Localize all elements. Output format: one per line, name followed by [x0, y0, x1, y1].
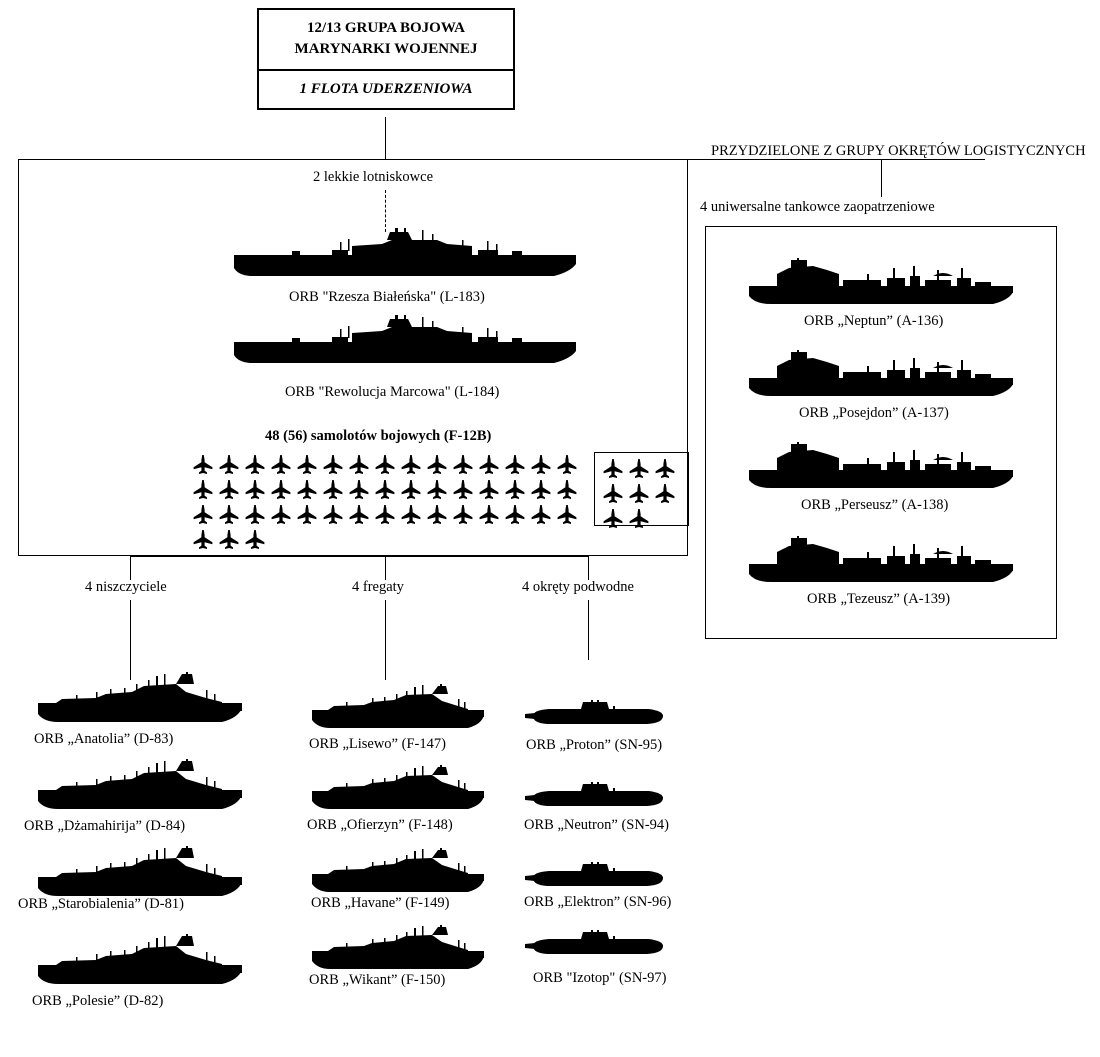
fighter-jet-icon: [600, 506, 626, 531]
fighter-jet-icon: [426, 479, 448, 501]
fighter-jet-icon: [400, 504, 422, 526]
fighter-jet-icon: [346, 477, 372, 502]
fighter-jet-icon: [450, 452, 476, 477]
carrier-caption-1: ORB "Rzesza Białeńska" (L-183): [289, 289, 485, 305]
fighter-jet-icon: [528, 477, 554, 502]
fighter-jet-icon: [270, 479, 292, 501]
fighter-jet-icon: [190, 502, 216, 527]
fighter-jet-icon: [554, 502, 580, 527]
fighter-jet-icon: [478, 504, 500, 526]
fighter-jet-icon: [398, 477, 424, 502]
fighter-jet-icon: [452, 454, 474, 476]
fighter-jet-icon: [628, 483, 650, 505]
destroyer-silhouette-1: [36, 672, 244, 724]
fighter-jet-icon: [216, 477, 242, 502]
fighter-jet-icon: [372, 502, 398, 527]
connector-frigates-top: [385, 556, 386, 580]
fighter-jet-icon: [348, 454, 370, 476]
fighter-jet-icon: [218, 504, 240, 526]
destroyer-silhouette-3: [36, 846, 244, 898]
fighter-jet-icon: [600, 456, 626, 481]
submarines-label: 4 okręty podwodne: [522, 579, 634, 595]
destroyer-caption-2: ORB „Dżamahirija” (D-84): [24, 818, 186, 834]
tankers-label: 4 uniwersalne tankowce zaopatrzeniowe: [700, 199, 935, 215]
fighter-jet-icon: [216, 527, 242, 552]
fighter-jet-icon: [530, 454, 552, 476]
frigate-silhouette-4: [310, 925, 486, 971]
tanker-caption-1: ORB „Neptun” (A-136): [804, 313, 944, 329]
fighter-jet-icon: [424, 477, 450, 502]
fighter-jet-icon: [556, 479, 578, 501]
submarine-silhouette-4: [525, 930, 665, 960]
tanker-silhouette-3: [747, 442, 1015, 490]
fighter-jet-icon: [218, 454, 240, 476]
fighter-jet-icon: [296, 479, 318, 501]
aircraft-grid-main: [190, 452, 580, 552]
destroyers-label: 4 niszczyciele: [85, 579, 167, 595]
fighter-jet-icon: [530, 479, 552, 501]
fighter-jet-icon: [190, 452, 216, 477]
submarine-caption-1: ORB „Proton” (SN-95): [526, 737, 663, 753]
fighter-jet-icon: [554, 477, 580, 502]
destroyer-caption-1: ORB „Anatolia” (D-83): [34, 731, 174, 747]
fighter-jet-icon: [502, 502, 528, 527]
fighter-jet-icon: [476, 502, 502, 527]
fighter-jet-icon: [452, 504, 474, 526]
frigates-label: 4 fregaty: [352, 579, 404, 595]
submarine-caption-4: ORB "Izotop" (SN-97): [533, 970, 667, 986]
fighter-jet-icon: [476, 477, 502, 502]
submarine-silhouette-1: [525, 700, 665, 730]
fighter-jet-icon: [372, 477, 398, 502]
fighter-jet-icon: [242, 527, 268, 552]
fighter-jet-icon: [270, 454, 292, 476]
fighter-jet-icon: [374, 479, 396, 501]
fighter-jet-icon: [654, 483, 676, 505]
fighter-jet-icon: [602, 458, 624, 480]
destroyer-caption-4: ORB „Polesie” (D-82): [32, 993, 164, 1009]
fighter-jet-icon: [398, 452, 424, 477]
fighter-jet-icon: [556, 504, 578, 526]
connector-destroyers-bottom: [130, 600, 131, 680]
connector-header-to-group: [385, 117, 386, 159]
frigate-caption-1: ORB „Lisewo” (F-147): [309, 736, 446, 752]
fleet-subtitle: 1 FLOTA UDERZENIOWA: [299, 81, 473, 97]
fighter-jet-icon: [216, 452, 242, 477]
fighter-jet-icon: [190, 477, 216, 502]
fighter-jet-icon: [218, 479, 240, 501]
fighter-jet-icon: [556, 454, 578, 476]
fighter-jet-icon: [242, 502, 268, 527]
fighter-jet-icon: [374, 454, 396, 476]
carrier-caption-2: ORB "Rewolucja Marcowa" (L-184): [285, 384, 500, 400]
fighter-jet-icon: [242, 452, 268, 477]
fighter-jet-icon: [346, 502, 372, 527]
fleet-header-box: [257, 8, 515, 110]
fighter-jet-icon: [192, 454, 214, 476]
fighter-jet-icon: [216, 502, 242, 527]
fighter-jet-icon: [452, 479, 474, 501]
frigate-caption-4: ORB „Wikant” (F-150): [309, 972, 446, 988]
fighter-jet-icon: [218, 529, 240, 551]
connector-branch-horizontal: [130, 556, 589, 557]
fighter-jet-icon: [296, 454, 318, 476]
fighter-jet-icon: [504, 504, 526, 526]
connector-logistics-down: [881, 159, 882, 197]
carrier-silhouette-1: [232, 228, 577, 278]
fleet-title-line2: MARYNARKI WOJENNEJ: [294, 41, 478, 57]
fighter-jet-icon: [244, 504, 266, 526]
fighter-jet-icon: [476, 452, 502, 477]
fighter-jet-icon: [294, 452, 320, 477]
logistics-header-label: PRZYDZIELONE Z GRUPY OKRĘTÓW LOGISTYCZNYCH: [711, 143, 1086, 159]
destroyer-silhouette-4: [36, 934, 244, 986]
connector-carriers: [385, 190, 386, 232]
fleet-title-line1: 12/13 GRUPA BOJOWA: [306, 20, 466, 36]
fighter-jet-icon: [424, 452, 450, 477]
frigate-silhouette-2: [310, 765, 486, 811]
fighter-jet-icon: [502, 477, 528, 502]
fighter-jet-icon: [268, 477, 294, 502]
fighter-jet-icon: [426, 454, 448, 476]
tanker-silhouette-2: [747, 350, 1015, 398]
fighter-jet-icon: [322, 454, 344, 476]
fighter-jet-icon: [322, 479, 344, 501]
fighter-jet-icon: [400, 479, 422, 501]
fighter-jet-icon: [320, 502, 346, 527]
fighter-jet-icon: [626, 506, 652, 531]
frigate-caption-2: ORB „Ofierzyn” (F-148): [307, 817, 453, 833]
fighter-jet-icon: [450, 477, 476, 502]
fighter-jet-icon: [504, 454, 526, 476]
frigate-silhouette-3: [310, 848, 486, 894]
fighter-jet-icon: [602, 508, 624, 530]
submarine-caption-2: ORB „Neutron” (SN-94): [524, 817, 669, 833]
fighter-jet-icon: [426, 504, 448, 526]
fighter-jet-icon: [400, 454, 422, 476]
fighter-jet-icon: [192, 479, 214, 501]
fighter-jet-icon: [654, 458, 676, 480]
fighter-jet-icon: [398, 502, 424, 527]
carriers-label: 2 lekkie lotniskowce: [313, 169, 434, 185]
fighter-jet-icon: [478, 479, 500, 501]
fighter-jet-icon: [628, 458, 650, 480]
fighter-jet-icon: [346, 452, 372, 477]
fighter-jet-icon: [504, 479, 526, 501]
aircraft-label: 48 (56) samolotów bojowych (F-12B): [265, 428, 492, 444]
fighter-jet-icon: [450, 502, 476, 527]
connector-submarines-top: [588, 556, 589, 580]
tanker-silhouette-1: [747, 258, 1015, 306]
submarine-silhouette-3: [525, 862, 665, 892]
fighter-jet-icon: [320, 477, 346, 502]
fighter-jet-icon: [602, 483, 624, 505]
fighter-jet-icon: [530, 504, 552, 526]
fighter-jet-icon: [190, 527, 216, 552]
fighter-jet-icon: [554, 452, 580, 477]
fighter-jet-icon: [626, 481, 652, 506]
fighter-jet-icon: [528, 452, 554, 477]
fighter-jet-icon: [424, 502, 450, 527]
fighter-jet-icon: [348, 479, 370, 501]
fighter-jet-icon: [372, 452, 398, 477]
carrier-silhouette-2: [232, 315, 577, 365]
submarine-caption-3: ORB „Elektron” (SN-96): [524, 894, 672, 910]
fighter-jet-icon: [652, 481, 678, 506]
fighter-jet-icon: [268, 502, 294, 527]
fighter-jet-icon: [268, 452, 294, 477]
tanker-caption-3: ORB „Perseusz” (A-138): [801, 497, 949, 513]
fighter-jet-icon: [348, 504, 370, 526]
fighter-jet-icon: [528, 502, 554, 527]
destroyer-caption-3: ORB „Starobialenia” (D-81): [18, 896, 184, 912]
fighter-jet-icon: [242, 477, 268, 502]
fighter-jet-icon: [244, 479, 266, 501]
submarine-silhouette-2: [525, 782, 665, 812]
fighter-jet-icon: [626, 456, 652, 481]
fighter-jet-icon: [502, 452, 528, 477]
fighter-jet-icon: [478, 454, 500, 476]
fighter-jet-icon: [192, 504, 214, 526]
frigate-caption-3: ORB „Havane” (F-149): [311, 895, 450, 911]
fighter-jet-icon: [652, 456, 678, 481]
fighter-jet-icon: [270, 504, 292, 526]
fighter-jet-icon: [296, 504, 318, 526]
aircraft-grid-reserve: [600, 456, 684, 531]
fighter-jet-icon: [628, 508, 650, 530]
fighter-jet-icon: [322, 504, 344, 526]
connector-frigates-bottom: [385, 600, 386, 680]
fighter-jet-icon: [192, 529, 214, 551]
fighter-jet-icon: [600, 481, 626, 506]
tanker-caption-4: ORB „Tezeusz” (A-139): [807, 591, 951, 607]
fighter-jet-icon: [374, 504, 396, 526]
connector-destroyers-top: [130, 556, 131, 580]
fighter-jet-icon: [294, 502, 320, 527]
tanker-caption-2: ORB „Posejdon” (A-137): [799, 405, 949, 421]
fleet-title: [259, 10, 513, 69]
frigate-silhouette-1: [310, 684, 486, 730]
destroyer-silhouette-2: [36, 759, 244, 811]
fighter-jet-icon: [294, 477, 320, 502]
fighter-jet-icon: [244, 529, 266, 551]
tanker-silhouette-4: [747, 536, 1015, 584]
fighter-jet-icon: [320, 452, 346, 477]
connector-submarines-bottom: [588, 600, 589, 660]
fighter-jet-icon: [244, 454, 266, 476]
